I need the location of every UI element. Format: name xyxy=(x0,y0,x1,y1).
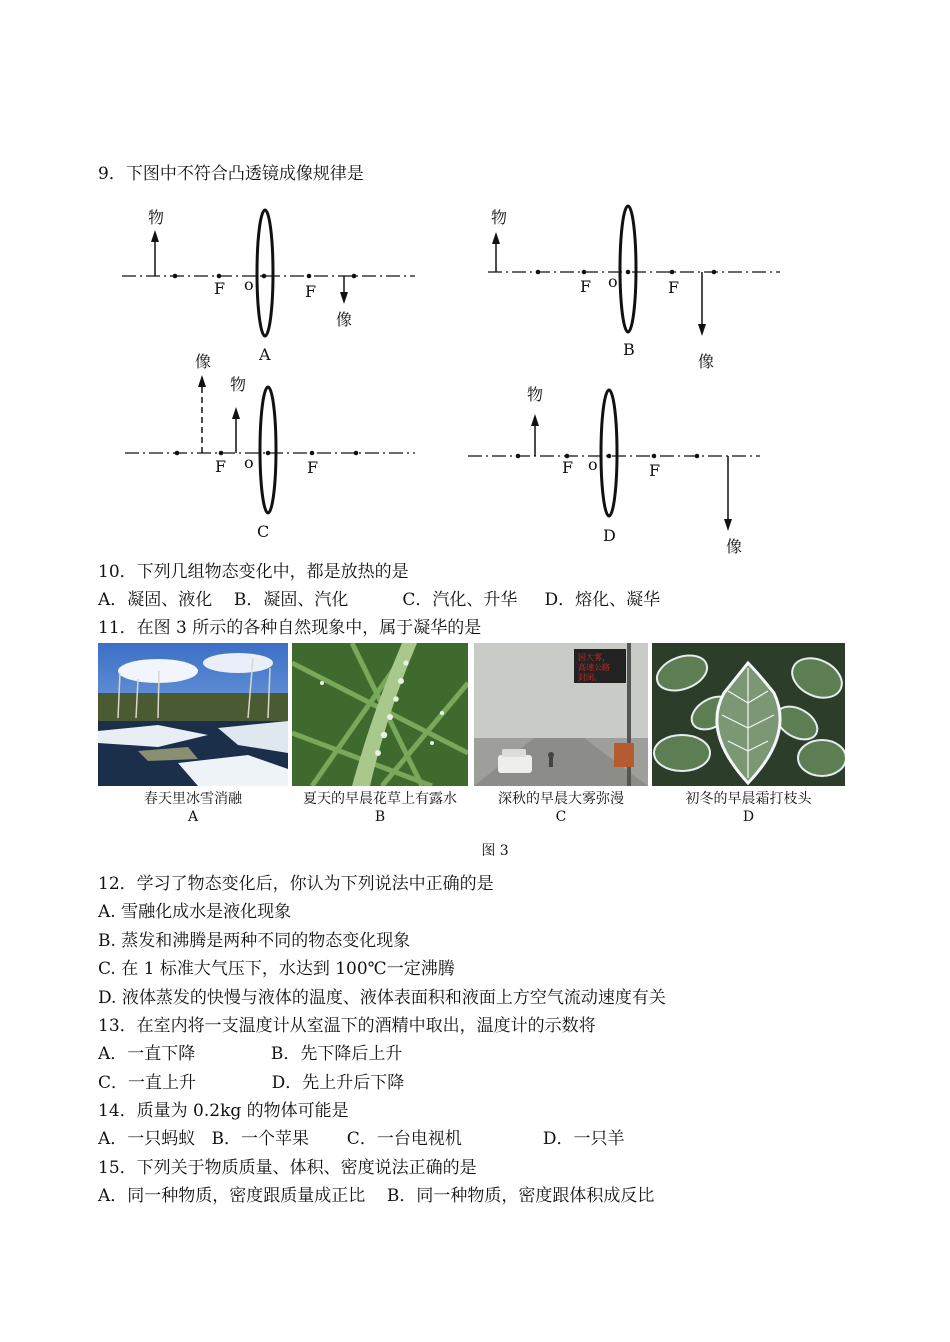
q12-stem: 12．学习了物态变化后，你认为下列说法中正确的是 xyxy=(98,874,494,894)
svg-text:像: 像 xyxy=(726,537,743,556)
svg-text:o: o xyxy=(244,453,254,472)
q15-stem: 15．下列关于物质质量、体积、密度说法正确的是 xyxy=(98,1158,477,1178)
svg-text:物: 物 xyxy=(230,375,247,394)
object-label: 物 xyxy=(148,208,165,227)
q12-option-d: D. 液体蒸发的快慢与液体的温度、液体表面积和液面上方空气流动速度有关 xyxy=(98,988,666,1008)
q13-options-cd: C．一直上升 D．先上升后下降 xyxy=(98,1073,405,1093)
photo-fog-highway xyxy=(474,643,648,786)
svg-text:F: F xyxy=(214,279,226,298)
svg-text:像: 像 xyxy=(195,352,212,371)
svg-text:o: o xyxy=(608,272,618,291)
q14-options: A．一只蚂蚁 B．一个苹果 C．一台电视机 D．一只羊 xyxy=(98,1129,625,1149)
svg-text:F: F xyxy=(215,457,227,476)
svg-text:F: F xyxy=(668,278,680,297)
lens-diagram-a xyxy=(110,198,430,368)
q10-options: A．凝固、液化 B．凝固、汽化 C．汽化、升华 D．熔化、凝华 xyxy=(98,590,661,610)
svg-text:封闭。: 封闭。 xyxy=(578,673,602,682)
q14-stem: 14．质量为 0.2kg 的物体可能是 xyxy=(98,1101,349,1121)
image-label: 像 xyxy=(336,310,353,329)
svg-text:B: B xyxy=(623,340,635,359)
svg-text:C: C xyxy=(257,522,270,541)
svg-text:F: F xyxy=(562,458,574,477)
figure-label: 图 3 xyxy=(481,843,509,859)
q13-options-ab: A．一直下降 B．先下降后上升 xyxy=(98,1044,403,1064)
q11-stem: 11．在图 3 所示的各种自然现象中，属于凝华的是 xyxy=(98,618,482,638)
svg-text:o: o xyxy=(588,455,598,474)
q12-option-b: B. 蒸发和沸腾是两种不同的物态变化现象 xyxy=(98,931,411,951)
svg-text:F: F xyxy=(649,461,661,480)
photo-ice-melting xyxy=(98,643,288,786)
svg-text:F: F xyxy=(580,277,592,296)
photo-caption-b: 夏天的早晨花草上有露水 B xyxy=(303,791,457,825)
photo-caption-c: 深秋的早晨大雾弥漫 C xyxy=(498,791,624,825)
diagram-letter: A xyxy=(259,345,271,364)
q12-option-c: C. 在 1 标准大气压下，水达到 100℃一定沸腾 xyxy=(98,959,455,979)
svg-text:o: o xyxy=(244,275,254,294)
svg-text:物: 物 xyxy=(491,208,508,227)
svg-text:像: 像 xyxy=(698,352,715,371)
q9-stem: 9．下图中不符合凸透镜成像规律是 xyxy=(98,164,364,184)
q15-options: A．同一种物质，密度跟质量成正比 B．同一种物质，密度跟体积成反比 xyxy=(98,1186,655,1206)
svg-text:物: 物 xyxy=(527,385,544,404)
lens-diagram-c xyxy=(115,345,425,545)
q12-option-a: A. 雪融化成水是液化现象 xyxy=(98,902,292,922)
lens-diagram-b xyxy=(480,198,790,378)
lens-diagram-d xyxy=(460,380,780,560)
photo-dew-on-grass xyxy=(292,643,468,786)
fog-warning-sign: 因大雾， xyxy=(578,653,610,662)
svg-text:高速公路: 高速公路 xyxy=(578,663,610,672)
svg-text:D: D xyxy=(603,526,616,545)
q13-stem: 13．在室内将一支温度计从室温下的酒精中取出，温度计的示数将 xyxy=(98,1016,596,1036)
photo-caption-d: 初冬的早晨霜打枝头 D xyxy=(685,791,812,825)
svg-text:F: F xyxy=(307,458,319,477)
svg-text:F: F xyxy=(305,282,317,301)
photo-caption-a: 春天里冰雪消融 A xyxy=(144,791,242,825)
q10-stem: 10．下列几组物态变化中，都是放热的是 xyxy=(98,562,409,582)
photo-frost-leaves xyxy=(652,643,845,786)
